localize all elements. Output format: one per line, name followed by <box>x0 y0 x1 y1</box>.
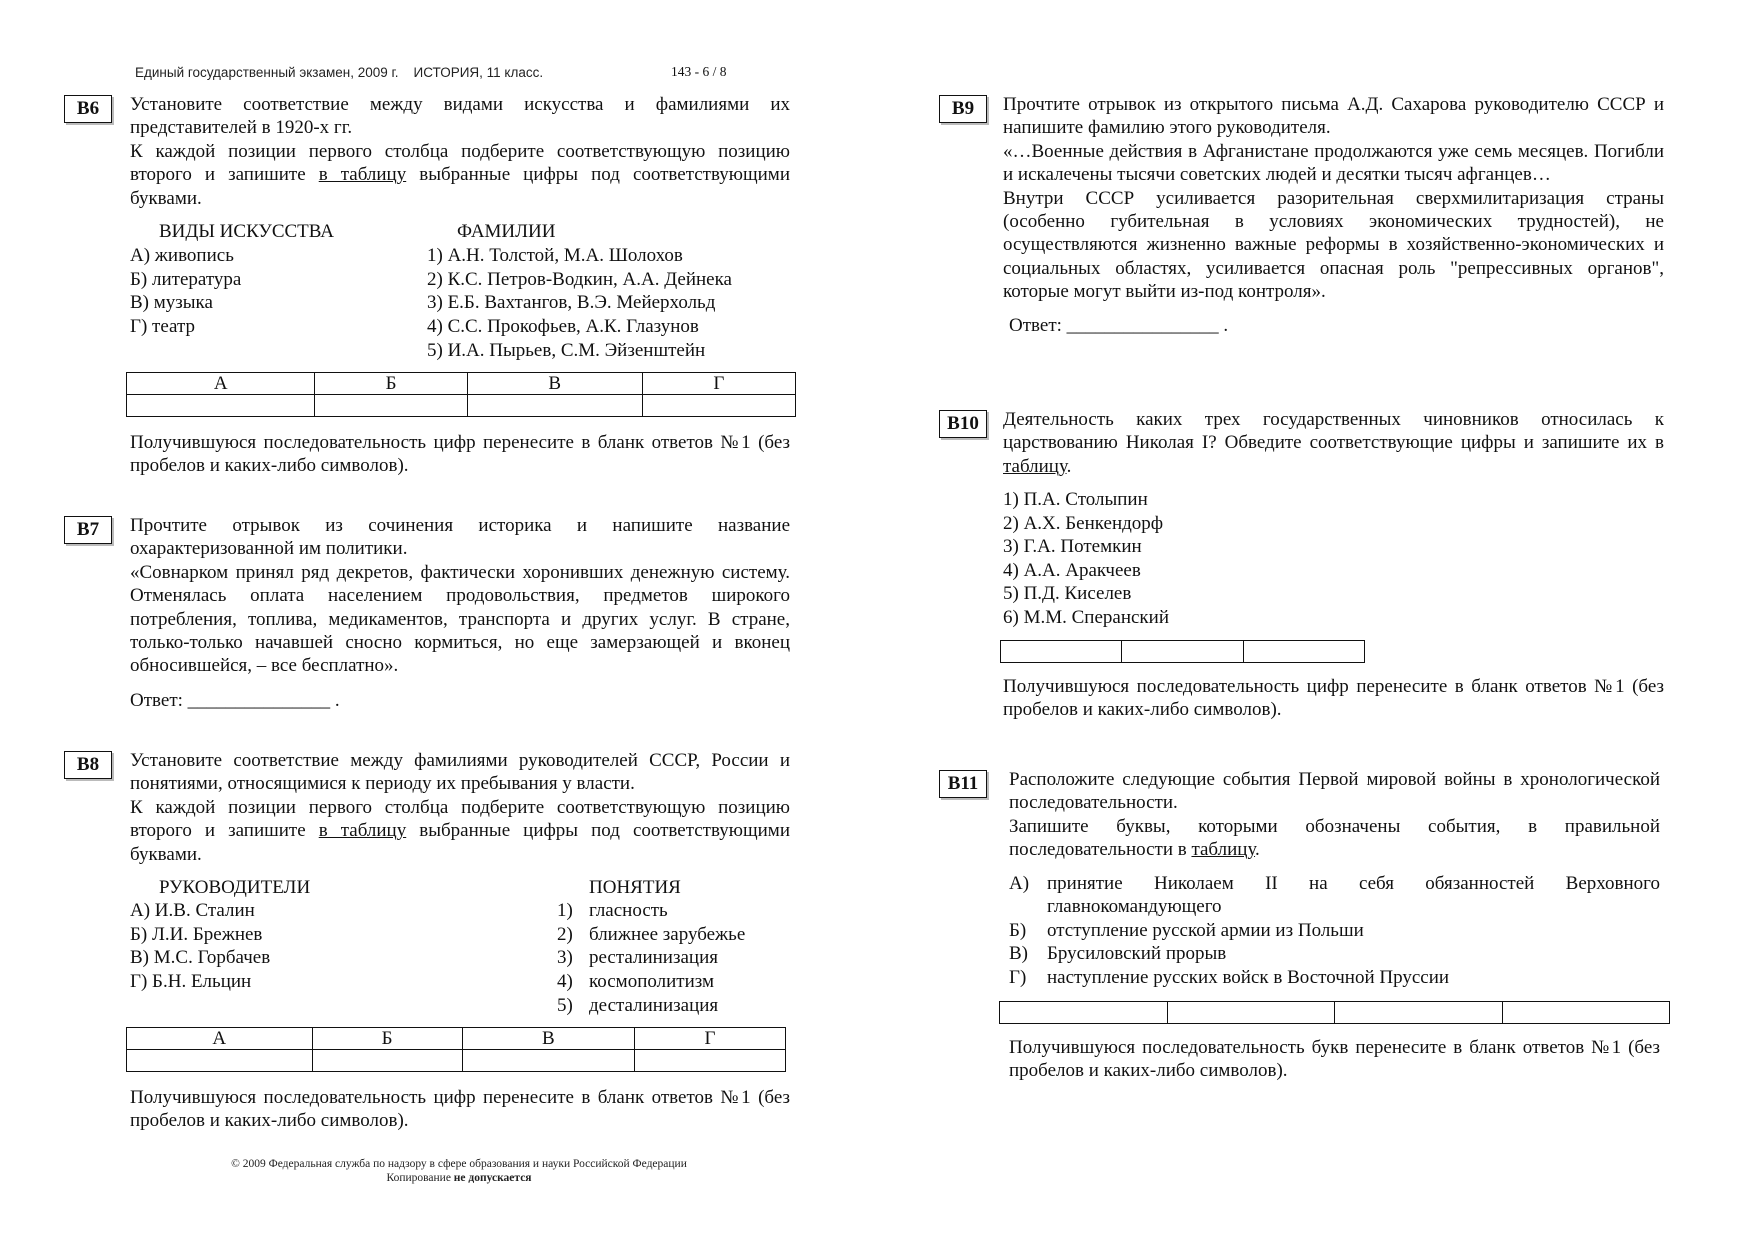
b11-instruction: Запишите буквы, которыми обозначены события, в правильной последовательности в таблицу. <box>1009 815 1660 861</box>
b6-col2-title: ФАМИЛИИ <box>457 221 556 242</box>
table-header: А <box>127 373 315 395</box>
b11-after: Получившуюся последовательность букв перенесите в бланк ответов №1 (без пробелов и каких-либо символов). <box>1009 1037 1660 1082</box>
list-item: гласность <box>589 900 668 921</box>
answer-cell[interactable] <box>1243 641 1364 663</box>
answer-cell[interactable] <box>315 395 467 417</box>
list-item: 3) Е.Б. Вахтангов, В.Э. Мейерхольд <box>427 292 716 314</box>
table-header: Б <box>312 1028 462 1050</box>
table-header: Г <box>642 373 795 395</box>
list-item: космополитизм <box>589 971 714 993</box>
answer-cell[interactable] <box>127 1050 313 1072</box>
list-item: Б) Л.И. Брежнев <box>130 923 263 945</box>
question-label-b10: B10 <box>939 410 987 438</box>
b9-quote-1: «…Военные действия в Афганистане продолжаются уже семь месяцев. Погибли и искалечены тысячи советских людей и десятки тысяч афганцев… <box>1003 140 1664 186</box>
footer <box>0 1157 918 1185</box>
answer-cell[interactable] <box>312 1050 462 1072</box>
list-number: 2) <box>557 923 573 945</box>
b6-after: Получившуюся последовательность цифр перенесите в бланк ответов №1 (без пробелов и каких-либо символов). <box>130 432 790 477</box>
b8-col2-title: ПОНЯТИЯ <box>589 877 681 898</box>
answer-cell[interactable] <box>1122 641 1243 663</box>
list-item: В) Брусиловский прорыв <box>1009 943 1227 965</box>
list-item: 6) М.М. Сперанский <box>1003 606 1169 628</box>
answer-cell[interactable] <box>1167 1002 1335 1024</box>
list-item: 5) П.Д. Киселев <box>1003 583 1132 605</box>
list-item: А) принятие Николаем II на себя обязанностей Верховного главнокомандующего <box>1009 873 1660 918</box>
answer-cell[interactable] <box>1502 1002 1670 1024</box>
exam-subject: ИСТОРИЯ, 11 класс. <box>413 65 544 80</box>
b6-answer-table <box>126 372 796 417</box>
exam-header-title: Единый государственный экзамен, 2009 г. ИСТОРИЯ, 11 класс. <box>135 65 544 80</box>
b8-intro: Установите соответствие между фамилиями руководителей СССР, России и понятиями, относящимися к периоду их пребывания у власти. <box>130 750 790 795</box>
page-code: 143 - 6 / 8 <box>671 64 727 79</box>
b11-answer-table <box>999 1001 1670 1024</box>
b11-intro: Расположите следующие события Первой мировой войны в хронологической последовательности. <box>1009 769 1660 814</box>
b10-text <box>1003 408 1664 478</box>
list-number: 1) <box>557 900 573 921</box>
b11-text <box>1009 768 1660 862</box>
b9-answer-line[interactable]: Ответ: ________________ . <box>1009 314 1229 336</box>
list-item: 4) С.С. Прокофьев, А.К. Глазунов <box>427 316 699 338</box>
copyright: © 2009 Федеральная служба по надзору в сфере образования и науки Российской Федерации <box>231 1158 687 1170</box>
b6-instruction: К каждой позиции первого столбца подберите соответствующую позицию второго и запишите в таблицу выбранные цифры под соответствующими буквами. <box>130 140 790 209</box>
answer-cell[interactable] <box>1000 1002 1168 1024</box>
b8-col1-title: РУКОВОДИТЕЛИ <box>159 877 311 898</box>
list-item: Г) театр <box>130 316 196 338</box>
b7-text <box>130 514 790 712</box>
answer-cell[interactable] <box>635 1050 786 1072</box>
table-header: А <box>127 1028 313 1050</box>
b8-after: Получившуюся последовательность цифр перенесите в бланк ответов №1 (без пробелов и каких-либо символов). <box>130 1087 790 1132</box>
b6-text <box>130 93 790 210</box>
b7-intro: Прочтите отрывок из сочинения историка и напишите название охарактеризованной им политики. <box>130 515 790 560</box>
table-header: Г <box>635 1028 786 1050</box>
b8-answer-table <box>126 1027 786 1072</box>
b10-list <box>1003 488 1169 630</box>
list-item: Г) Б.Н. Ельцин <box>130 971 252 993</box>
list-item: Б) литература <box>130 268 242 290</box>
b8-text <box>130 749 790 866</box>
list-item: ресталинизация <box>589 947 718 969</box>
answer-cell[interactable] <box>1335 1002 1503 1024</box>
b10-after: Получившуюся последовательность цифр перенесите в бланк ответов №1 (без пробелов и каких-либо символов). <box>1003 676 1664 721</box>
list-item: Г) наступление русских войск в Восточной Пруссии <box>1009 966 1450 988</box>
list-item: 3) Г.А. Потемкин <box>1003 536 1142 558</box>
list-item: десталинизация <box>589 994 719 1016</box>
b8-col2-list <box>589 899 745 1018</box>
list-item: 4) А.А. Аракчеев <box>1003 559 1141 581</box>
list-item: ближнее зарубежье <box>589 923 746 945</box>
list-item: В) М.С. Горбачев <box>130 947 271 969</box>
list-number: 3) <box>557 947 573 969</box>
list-number: 5) <box>557 994 573 1016</box>
b10-intro: Деятельность каких трех государственных чиновников относилась к царствованию Николая I? Обведите соответствующие цифры и запишите их в таблицу. <box>1003 409 1664 477</box>
list-item: Б) отступление русской армии из Польши <box>1009 919 1364 941</box>
b9-text <box>1003 93 1664 337</box>
question-label-b8: B8 <box>64 751 112 779</box>
b7-quote: «Совнарком принял ряд декретов, фактически хоронивших денежную систему. Отменялась оплата населением продовольствия, предметов широкого потребления, топлива, медикаментов, транспорта и других услуг. В стране, только-только начавшей сносно кормиться, но еще замерзающей и вконец обносившейся, – все бесплатно». <box>130 561 790 677</box>
b6-col2-list <box>427 244 732 363</box>
b9-intro: Прочтите отрывок из открытого письма А.Д. Сахарова руководителю СССР и напишите фамилию этого руководителя. <box>1003 94 1664 139</box>
question-label-b6: B6 <box>64 95 112 123</box>
list-item: 1) А.Н. Толстой, М.А. Шолохов <box>427 245 683 266</box>
b6-col1-title: ВИДЫ ИСКУССТВА <box>159 221 334 242</box>
table-header: Б <box>315 373 467 395</box>
list-item: А) живопись <box>130 245 234 266</box>
b8-col2-nums <box>557 899 573 1018</box>
answer-cell[interactable] <box>127 395 315 417</box>
b11-list <box>1009 872 1660 989</box>
question-label-b11: B11 <box>939 770 987 798</box>
copy-notice: Копирование не допускается <box>386 1172 532 1184</box>
answer-cell[interactable] <box>462 1050 634 1072</box>
b10-answer-table <box>1000 640 1365 663</box>
answer-cell[interactable] <box>642 395 795 417</box>
table-header: В <box>467 373 642 395</box>
question-label-b7: B7 <box>64 516 112 544</box>
b9-quote-2: Внутри СССР усиливается разорительная сверхмилитаризация страны (особенно губительная в условиях экономических трудностей), не осуществляются жизненно важные реформы в хозяйственно-экономических и социальных областях, усиливается опасная роль "репрессивных органов", которые могут выйти из-под контроля». <box>1003 187 1664 303</box>
table-header: В <box>462 1028 634 1050</box>
list-item: 1) П.А. Столыпин <box>1003 489 1148 510</box>
list-number: 4) <box>557 971 573 993</box>
list-item: 2) А.Х. Бенкендорф <box>1003 512 1164 534</box>
b6-intro: Установите соответствие между видами искусства и фамилиями их представителей в 1920-х гг. <box>130 94 790 139</box>
list-item: В) музыка <box>130 292 213 314</box>
b7-answer-line[interactable]: Ответ: _______________ . <box>130 689 340 711</box>
answer-cell[interactable] <box>1001 641 1122 663</box>
list-item: 2) К.С. Петров-Водкин, А.А. Дейнека <box>427 268 732 290</box>
question-label-b9: B9 <box>939 95 987 123</box>
answer-cell[interactable] <box>467 395 642 417</box>
b8-instruction: К каждой позиции первого столбца подберите соответствующую позицию второго и запишите в таблицу выбранные цифры под соответствующими буквами. <box>130 796 790 865</box>
list-item: А) И.В. Сталин <box>130 900 255 921</box>
b6-col1-list <box>130 244 241 339</box>
list-item: 5) И.А. Пырьев, С.М. Эйзенштейн <box>427 339 706 361</box>
b8-col1-list <box>130 899 270 994</box>
